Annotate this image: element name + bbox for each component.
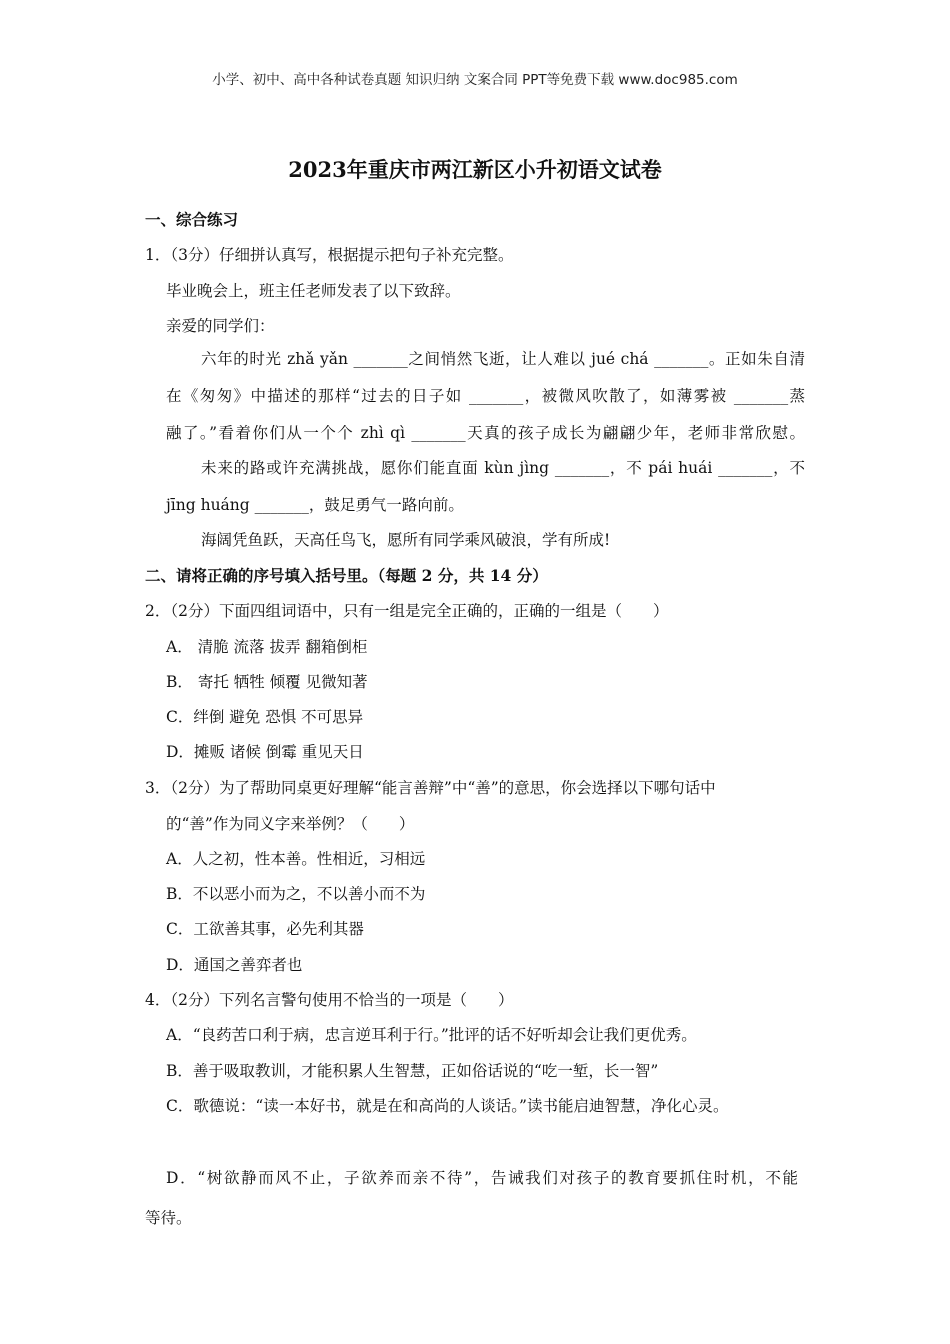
q3-option-a: A．人之初，性本善。性相近，习相远 [166, 850, 426, 868]
q4-option-b: B．善于吸取教训，才能积累人生智慧，正如俗话说的“吃一堑，长一智” [166, 1062, 659, 1080]
q2-option-b: B． 寄托 牺牲 倾覆 见微知著 [166, 673, 368, 691]
q2-stem: 2．（2分）下面四组词语中，只有一组是完全正确的，正确的一组是（ ） [145, 602, 669, 620]
section-heading-1: 一、综合练习 [145, 210, 239, 229]
q1-stem: 1．（3分）仔细拼认真写，根据提示把句子补充完整。 [145, 246, 514, 264]
q2-option-a: A． 清脆 流落 拔弄 翻箱倒柜 [166, 638, 368, 656]
q1-context: 毕业晚会上，班主任老师发表了以下致辞。 [166, 282, 461, 300]
exam-title: 2023年重庆市两江新区小升初语文试卷 [288, 157, 662, 182]
q1-line-6: 海阔凭鱼跃，天高任鸟飞，愿所有同学乘风破浪，学有所成! [201, 531, 611, 549]
q4-option-d-cont: 等待。 [145, 1209, 192, 1227]
q4-option-c: C．歌德说：“读一本好书，就是在和高尚的人谈话。”读书能启迪智慧，净化心灵。 [166, 1097, 729, 1115]
q1-line-2: 在《匆匆》中描述的那样“过去的日子如 _______，被微风吹散了，如薄雾被 _______蒸 [166, 387, 805, 405]
q2-option-c: C．绊倒 避免 恐惧 不可思异 [166, 708, 364, 726]
q1-line-1: 六年的时光 zhǎ yǎn _______之间悄然飞逝，让人难以 jué chá _______。正如朱自清 [201, 350, 805, 368]
q3-option-c: C．工欲善其事，必先利其器 [166, 920, 364, 938]
q3-stem: 3．（2分）为了帮助同桌更好理解“能言善辩”中“善”的意思，你会选择以下哪句话中 [145, 779, 716, 797]
q4-stem: 4．（2分）下列名言警句使用不恰当的一项是（ ） [145, 991, 514, 1009]
section-heading-2: 二、请将正确的序号填入括号里。（每题 2 分，共 14 分） [145, 566, 548, 585]
q1-salutation: 亲爱的同学们： [166, 317, 275, 335]
page-header: 小学、初中、高中各种试卷真题 知识归纳 文案合同 PPT等免费下载 www.doc985.com [212, 72, 738, 88]
q1-line-5: jīng huáng _______，鼓足勇气一路向前。 [166, 496, 464, 514]
q3-option-b: B．不以恶小而为之，不以善小而不为 [166, 885, 426, 903]
q3-option-d: D．通国之善弈者也 [166, 956, 303, 974]
q2-option-d: D．摊贩 诸候 倒霉 重见天日 [166, 743, 364, 761]
q1-line-4: 未来的路或许充满挑战，愿你们能直面 kùn jìng _______，不 pái huái _______，不 [201, 459, 805, 477]
q3-stem-2: 的“善”作为同义字来举例？（ ） [166, 815, 415, 833]
q1-line-3: 融了。”看着你们从一个个 zhì qì _______天真的孩子成长为翩翩少年，老师非常欣慰。 [166, 424, 805, 442]
q4-option-a: A．“良药苦口利于病，忠言逆耳利于行。”批评的话不好听却会让我们更优秀。 [166, 1026, 697, 1044]
q4-option-d: D．“树欲静而风不止，子欲养而亲不待”，告诫我们对孩子的教育要抓住时机，不能 [166, 1169, 798, 1187]
